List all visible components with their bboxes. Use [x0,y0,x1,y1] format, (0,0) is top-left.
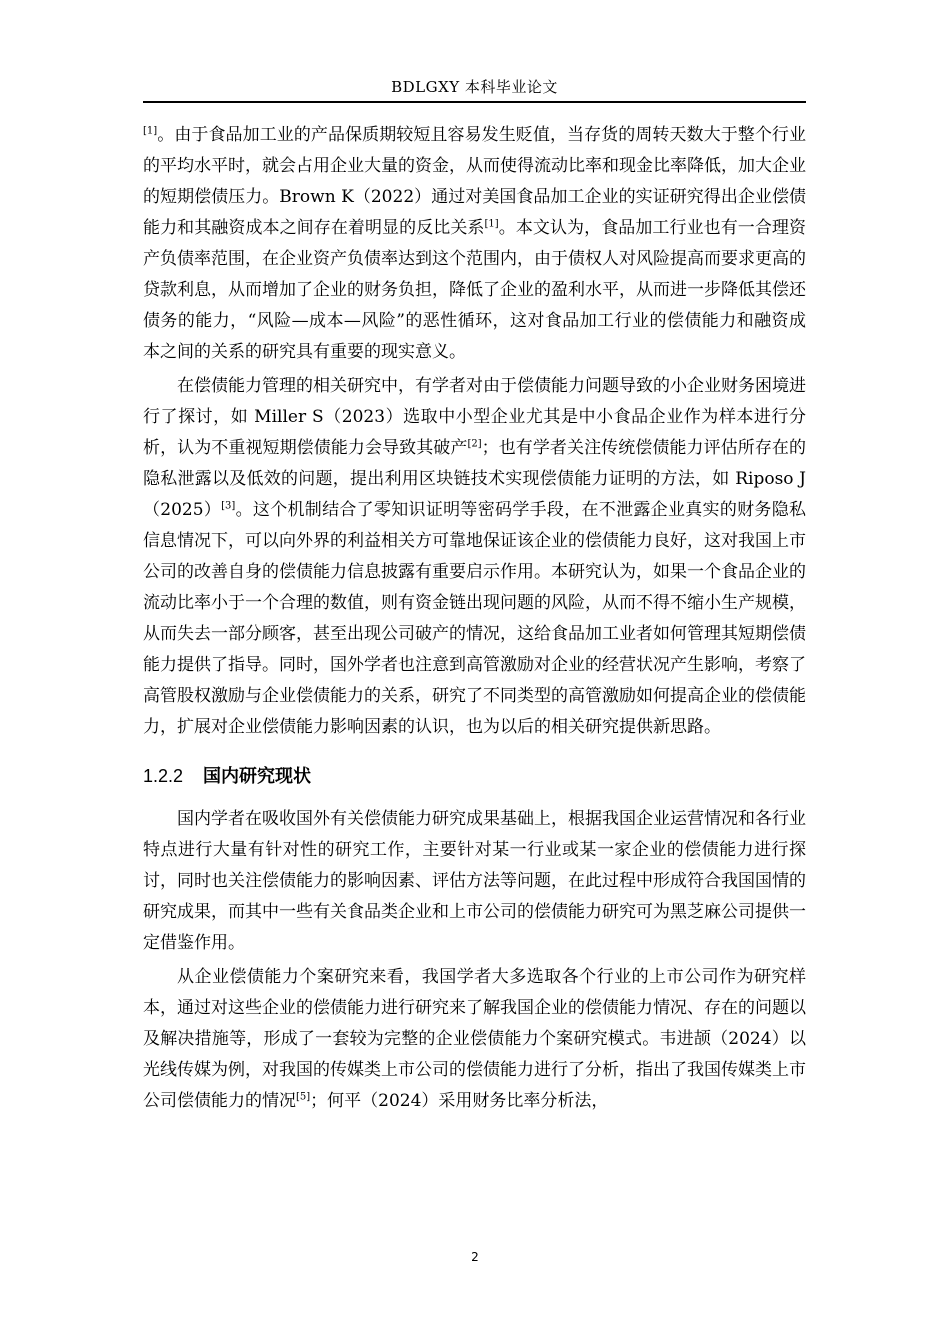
section-title: 国内研究现状 [203,766,312,787]
body-text [143,120,806,1117]
paragraph-4: 从企业偿债能力个案研究来看，我国学者大多选取各个行业的上市公司作为研究样本，通过对这些企业的偿债能力进行研究来了解我国企业的偿债能力情况、存在的问题以及解决措施等，形成了一套较为完整的企业偿债能力个案研究模式。韦进颉（2024）以光线传媒为例，对我国的传媒类上市公司的偿债能力进行了分析，指出了我国传媒类上市公司偿债能力的情况[5]；何平（2024）采用财务比率分析法， [143,967,806,1111]
section-number: 1.2.2 [143,766,184,786]
running-header: BDLGXY 本科毕业论文 [391,78,558,96]
section-heading [143,761,806,792]
citation[interactable]: [1] [143,125,158,137]
paragraph-3: 国内学者在吸收国外有关偿债能力研究成果基础上，根据我国企业运营情况和各行业特点进行大量有针对性的研究工作，主要针对某一行业或某一家企业的偿债能力进行探讨，同时也关注偿债能力的影响因素、评估方法等问题，在此过程中形成符合我国国情的研究成果，而其中一些有关食品类企业和上市公司的偿债能力研究可为黑芝麻公司提供一定借鉴作用。 [143,809,806,953]
citation[interactable]: [2] [467,438,482,450]
header-rule [143,101,806,103]
citation[interactable]: [3] [221,500,236,512]
paragraph-2: 在偿债能力管理的相关研究中，有学者对由于偿债能力问题导致的小企业财务困境进行了探讨，如 Miller S（2023）选取中小型企业尤其是中小食品企业作为样本进行分析，认为不重视短期偿债能力会导致其破产[2]；也有学者关注传统偿债能力评估所存在的隐私泄露以及低效的问题，提出利用区块链技术实现偿债能力证明的方法，如 Riposo J（2025）[3]。这个机制结合了零知识证明等密码学手段，在不泄露企业真实的财务隐私信息情况下，可以向外界的利益相关方可靠地保证该企业的偿债能力良好，这对我国上市公司的改善自身的偿债能力信息披露有重要启示作用。本研究认为，如果一个食品企业的流动比率小于一个合理的数值，则有资金链出现问题的风险，从而不得不缩小生产规模，从而失去一部分顾客，甚至出现公司破产的情况，这给食品加工业者如何管理其短期偿债能力提供了指导。同时，国外学者也注意到高管激励对企业的经营状况产生影响，考察了高管股权激励与企业偿债能力的关系，研究了不同类型的高管激励如何提高企业的偿债能力，扩展对企业偿债能力影响因素的认识，也为以后的相关研究提供新思路。 [143,376,807,737]
page-number: 2 [471,1250,479,1264]
citation[interactable]: [1] [484,218,499,230]
citation[interactable]: [5] [296,1091,311,1103]
paragraph-1: [1]。由于食品加工业的产品保质期较短且容易发生贬值，当存货的周转天数大于整个行业的平均水平时，就会占用企业大量的资金，从而使得流动比率和现金比率降低，加大企业的短期偿债压力。Brown K（2022）通过对美国食品加工企业的实证研究得出企业偿债能力和其融资成本之间存在着明显的反比关系[1]。本文认为，食品加工行业也有一合理资产负债率范围，在企业资产负债率达到这个范围内，由于债权人对风险提高而要求更高的贷款利息，从而增加了企业的财务负担，降低了企业的盈利水平，从而进一步降低其偿还债务的能力，“风险—成本—风险”的恶性循环，这对食品加工行业的偿债能力和融资成本之间的关系的研究具有重要的现实意义。 [143,125,807,362]
